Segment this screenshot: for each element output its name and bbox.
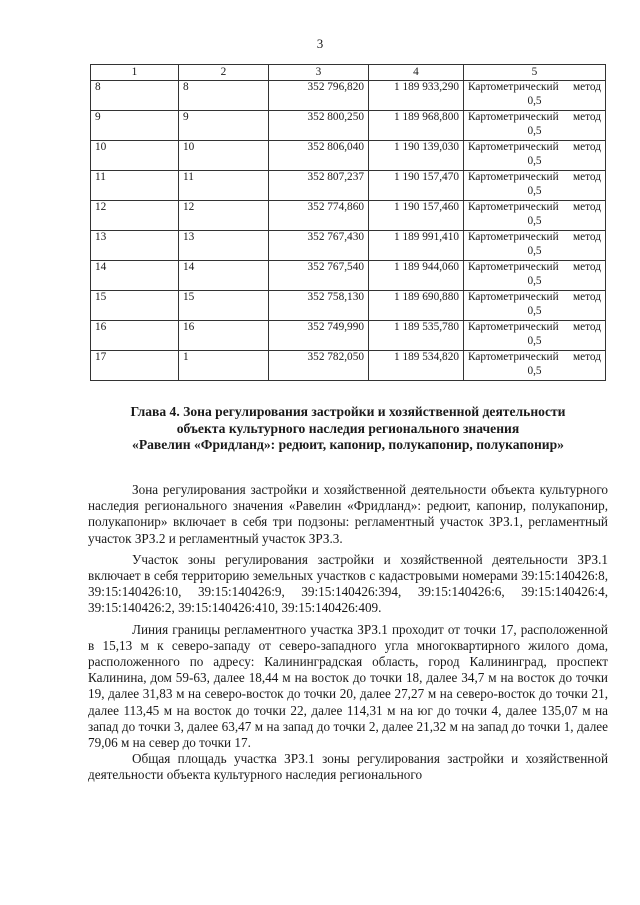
method-name: Картометрический метод xyxy=(468,141,601,153)
cell-x-coordinate: 352 796,820 xyxy=(269,81,369,111)
body-text xyxy=(88,482,608,784)
cell-y-coordinate: 1 189 534,820 xyxy=(369,351,464,381)
method-name: Картометрический метод xyxy=(468,111,601,123)
paragraph-area: Общая площадь участка ЗРЗ.1 зоны регулирования застройки и хозяйственной деятельности объекта культурного наследия регионального xyxy=(88,751,608,783)
cell-point-number: 13 xyxy=(91,231,179,261)
table-header-row xyxy=(91,65,606,81)
table-row xyxy=(91,171,606,201)
column-header-3: 3 xyxy=(269,65,369,81)
column-header-2: 2 xyxy=(179,65,269,81)
cell-y-coordinate: 1 189 968,800 xyxy=(369,111,464,141)
cell-point-ref: 14 xyxy=(179,261,269,291)
method-accuracy: 0,5 xyxy=(527,244,542,257)
paragraph-boundary: Линия границы регламентного участка ЗРЗ.1 проходит от точки 17, расположенной в 15,13 м к северо-западу от северо-западного угла многоквартирного жилого дома, расположенного по адресу: Калининградская область, город Калининград, проспект Калинина, дом 59-63, далее 18,44 м на восток до точки 18, далее 34,7 м на восток до точки 19, далее 31,83 м на северо-восток до точки 20, далее 27,27 м на северо-восток до точки 21, далее 113,45 м на восток до точки 22, далее 114,31 м на юг до точки 4, далее 135,07 м на запад до точки 3, далее 63,47 м на запад до точки 2, далее 21,32 м на запад до точки 1, далее 79,06 м на север до точки 17. xyxy=(88,621,608,751)
method-accuracy: 0,5 xyxy=(527,334,542,347)
table-row xyxy=(91,231,606,261)
cell-method xyxy=(464,231,606,261)
page-number: 3 xyxy=(316,36,324,51)
cell-point-number: 11 xyxy=(91,171,179,201)
cell-method xyxy=(464,141,606,171)
table-row xyxy=(91,321,606,351)
cell-method xyxy=(464,201,606,231)
column-header-1: 1 xyxy=(91,65,179,81)
method-name: Картометрический метод xyxy=(468,351,601,363)
cell-point-number: 12 xyxy=(91,201,179,231)
cell-y-coordinate: 1 190 139,030 xyxy=(369,141,464,171)
cell-point-number: 15 xyxy=(91,291,179,321)
chapter-title-line-1: Глава 4. Зона регулирования застройки и хозяйственной деятельности xyxy=(130,404,566,419)
cell-x-coordinate: 352 767,430 xyxy=(269,231,369,261)
cell-method xyxy=(464,261,606,291)
table-row xyxy=(91,351,606,381)
cell-point-ref: 11 xyxy=(179,171,269,201)
table-row xyxy=(91,111,606,141)
method-name: Картометрический метод xyxy=(468,171,601,183)
cell-y-coordinate: 1 189 991,410 xyxy=(369,231,464,261)
method-accuracy: 0,5 xyxy=(527,154,542,167)
cell-method xyxy=(464,171,606,201)
cell-point-ref: 13 xyxy=(179,231,269,261)
cell-x-coordinate: 352 806,040 xyxy=(269,141,369,171)
cell-y-coordinate: 1 190 157,460 xyxy=(369,201,464,231)
cell-point-number: 16 xyxy=(91,321,179,351)
method-name: Картометрический метод xyxy=(468,261,601,273)
cell-point-number: 8 xyxy=(91,81,179,111)
cell-y-coordinate: 1 189 944,060 xyxy=(369,261,464,291)
table-row xyxy=(91,291,606,321)
method-accuracy: 0,5 xyxy=(527,304,542,317)
cell-method xyxy=(464,81,606,111)
method-accuracy: 0,5 xyxy=(527,364,542,377)
cell-point-ref: 12 xyxy=(179,201,269,231)
table-row xyxy=(91,201,606,231)
cell-y-coordinate: 1 189 690,880 xyxy=(369,291,464,321)
cell-point-ref: 1 xyxy=(179,351,269,381)
method-accuracy: 0,5 xyxy=(527,184,542,197)
cell-x-coordinate: 352 758,130 xyxy=(269,291,369,321)
cell-x-coordinate: 352 800,250 xyxy=(269,111,369,141)
cell-method xyxy=(464,351,606,381)
method-name: Картометрический метод xyxy=(468,231,601,243)
cell-method xyxy=(464,111,606,141)
method-name: Картометрический метод xyxy=(468,201,601,213)
cell-point-number: 10 xyxy=(91,141,179,171)
cell-point-ref: 16 xyxy=(179,321,269,351)
method-name: Картометрический метод xyxy=(468,81,601,93)
chapter-title xyxy=(88,404,608,454)
cell-method xyxy=(464,321,606,351)
method-name: Картометрический метод xyxy=(468,291,601,303)
chapter-title-line-2: объекта культурного наследия регионального значения xyxy=(176,420,520,436)
cell-x-coordinate: 352 767,540 xyxy=(269,261,369,291)
method-accuracy: 0,5 xyxy=(527,94,542,107)
cell-method xyxy=(464,291,606,321)
paragraph-cadastral: Участок зоны регулирования застройки и хозяйственной деятельности ЗРЗ.1 включает в себя территорию земельных участков с кадастровыми номерами 39:15:140426:8, 39:15:140426:10, 39:15:140426:9, 39:15:140426:394, 39:15:140426:6, 39:15:140426:4, 39:15:140426:2, 39:15:140426:410, 39:15:140426:409. xyxy=(88,551,608,616)
cell-point-number: 17 xyxy=(91,351,179,381)
cell-point-ref: 15 xyxy=(179,291,269,321)
cell-x-coordinate: 352 774,860 xyxy=(269,201,369,231)
method-accuracy: 0,5 xyxy=(527,274,542,287)
table-body xyxy=(91,81,606,381)
cell-point-ref: 10 xyxy=(179,141,269,171)
cell-x-coordinate: 352 749,990 xyxy=(269,321,369,351)
column-header-5: 5 xyxy=(464,65,606,81)
cell-y-coordinate: 1 189 535,780 xyxy=(369,321,464,351)
cell-y-coordinate: 1 190 157,470 xyxy=(369,171,464,201)
method-accuracy: 0,5 xyxy=(527,124,542,137)
cell-x-coordinate: 352 807,237 xyxy=(269,171,369,201)
paragraph-subzones: Зона регулирования застройки и хозяйственной деятельности объекта культурного наследия регионального значения «Равелин «Фридланд»: редюит, капонир, полукапонир, полукапонир» включает в себя три подзоны: регламентный участок ЗРЗ.1, регламентный участок ЗРЗ.2 и регламентный участок ЗРЗ.3. xyxy=(88,482,608,546)
method-name: Картометрический метод xyxy=(468,321,601,333)
coordinates-table xyxy=(90,64,606,381)
chapter-title-line-3: «Равелин «Фридланд»: редюит, капонир, полукапонир, полукапонир» xyxy=(132,437,564,452)
cell-point-ref: 9 xyxy=(179,111,269,141)
cell-x-coordinate: 352 782,050 xyxy=(269,351,369,381)
cell-point-number: 14 xyxy=(91,261,179,291)
table-row xyxy=(91,261,606,291)
cell-point-number: 9 xyxy=(91,111,179,141)
method-accuracy: 0,5 xyxy=(527,214,542,227)
table-row xyxy=(91,81,606,111)
table-row xyxy=(91,141,606,171)
cell-point-ref: 8 xyxy=(179,81,269,111)
column-header-4: 4 xyxy=(369,65,464,81)
cell-y-coordinate: 1 189 933,290 xyxy=(369,81,464,111)
